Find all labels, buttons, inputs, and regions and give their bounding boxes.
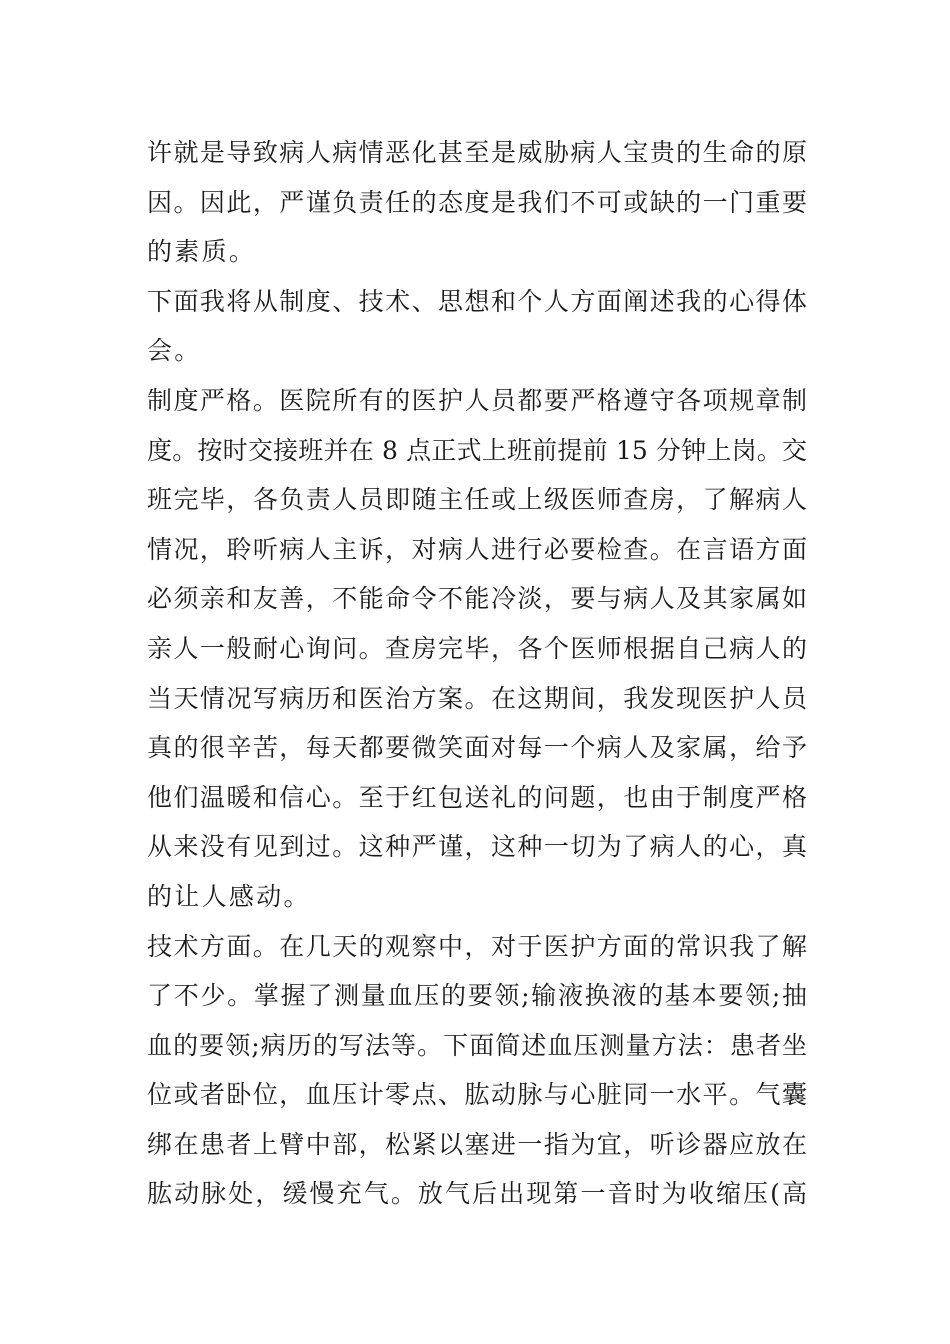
body-text: [147, 128, 807, 1219]
text-line: 班完毕，各负责人员即随主任或上级医师查房，了解病人: [147, 485, 807, 515]
text-line: 位或者卧位，血压计零点、肱动脉与心脏同一水平。气囊: [147, 1080, 807, 1110]
text-line: 会。: [147, 336, 202, 366]
text-line: 的素质。: [147, 237, 257, 267]
text-line: 真的很辛苦，每天都要微笑面对每一个病人及家属，给予: [147, 733, 807, 763]
text-line: 肱动脉处，缓慢充气。放气后出现第一音时为收缩压(高: [147, 1179, 807, 1209]
text-line: 绑在患者上臂中部，松紧以塞进一指为宜，听诊器应放在: [147, 1129, 807, 1159]
text-line: 技术方面。在几天的观察中，对于医护方面的常识我了解: [147, 931, 807, 961]
text-line: 的让人感动。: [147, 881, 311, 911]
text-line: 他们温暖和信心。至于红包送礼的问题，也由于制度严格: [147, 782, 807, 812]
text-line: 必须亲和友善，不能命令不能冷淡，要与病人及其家属如: [147, 584, 807, 614]
text-line: 许就是导致病人病情恶化甚至是威胁病人宝贵的生命的原: [147, 138, 807, 167]
text-line: 度。按时交接班并在 8 点正式上班前提前 15 分钟上岗。交: [147, 435, 807, 465]
text-line: 当天情况写病历和医治方案。在这期间，我发现医护人员: [147, 683, 807, 713]
text-line: 从来没有见到过。这种严谨，这种一切为了病人的心，真: [147, 832, 807, 862]
text-line: 血的要领;病历的写法等。下面简述血压测量方法：患者坐: [147, 1030, 807, 1060]
text-line: 制度严格。医院所有的医护人员都要严格遵守各项规章制: [147, 385, 807, 415]
text-line: 情况，聆听病人主诉，对病人进行必要检查。在言语方面: [147, 534, 807, 564]
text-line: 因。因此，严谨负责任的态度是我们不可或缺的一门重要: [147, 187, 807, 217]
text-line: 亲人一般耐心询问。查房完毕，各个医师根据自己病人的: [147, 633, 807, 663]
text-line: 了不少。掌握了测量血压的要领;输液换液的基本要领;抽: [147, 981, 807, 1011]
text-line: 下面我将从制度、技术、思想和个人方面阐述我的心得体: [147, 286, 807, 316]
